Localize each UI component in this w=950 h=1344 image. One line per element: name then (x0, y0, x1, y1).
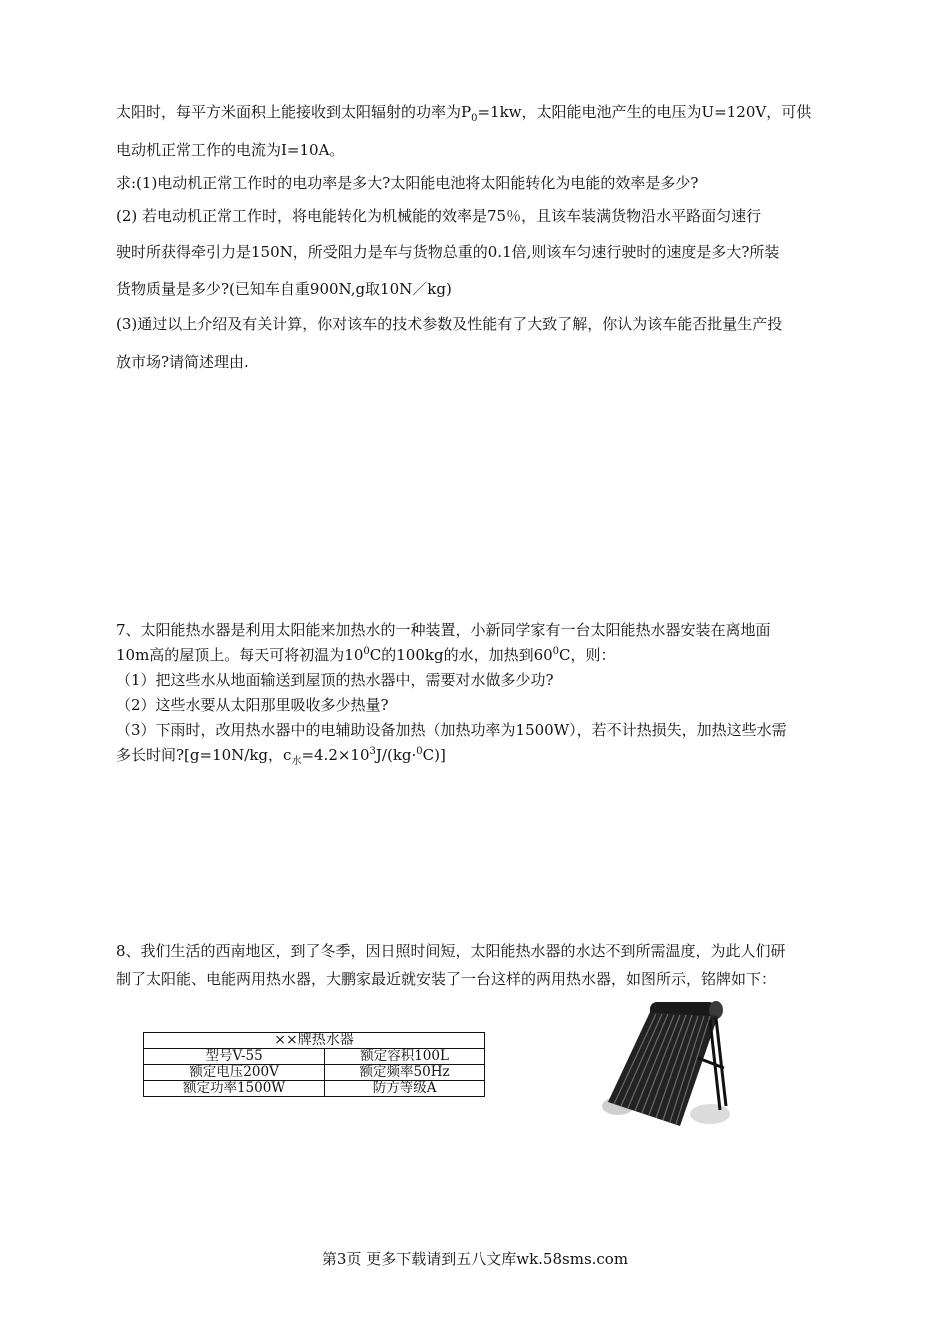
nameplate-frequency: 额定频率50Hz (325, 1065, 485, 1081)
table-row (144, 1049, 485, 1065)
p7-line-1: 7、太阳能热水器是利用太阳能来加热水的一种装置，小新同学家有一台太阳能热水器安装在离地面 (116, 621, 771, 639)
p7-line-4: （2）这些水要从太阳那里吸收多少热量? (116, 696, 389, 714)
nameplate-capacity: 额定容积100L (325, 1049, 485, 1065)
nameplate-voltage: 额定电压200V (144, 1065, 325, 1081)
page-footer: 第3页 更多下载请到五八文库wk.58sms.com (321, 1250, 629, 1268)
nameplate-power: 额定功率1500W (144, 1081, 325, 1097)
p6-line-8: 放市场?请简述理由. (116, 353, 249, 371)
p7-line-2: 10m高的屋顶上。每天可将初温为$10^0C$的100kg的水，加热到$60^0C$，则： (116, 646, 616, 664)
p6-line-6: 货物质量是多少?(已知车自重900N,g取10N／kg) (116, 280, 452, 298)
nameplate-title: ××牌热水器 (144, 1033, 485, 1049)
nameplate-table (143, 1032, 485, 1097)
p6-line-7: (3)通过以上介绍及有关计算，你对该车的技术参数及性能有了大致了解，你认为该车能否批量生产投 (116, 315, 783, 333)
p6-line-4: (2) 若电动机正常工作时，将电能转化为机械能的效率是75％，且该车装满货物沿水平路面匀速行 (116, 207, 762, 225)
p6-line-5: 驶时所获得牵引力是150N，所受阻力是车与货物总重的0.1倍,则该车匀速行驶时的速度是多大?所装 (116, 243, 780, 261)
table-row (144, 1081, 485, 1097)
p7-line-5: （3）下雨时，改用热水器中的电辅助设备加热（加热功率为1500W），若不计热损失，加热这些水需 (116, 721, 787, 739)
p7-line-3: （1）把这些水从地面输送到屋顶的热水器中，需要对水做多少功? (116, 671, 554, 689)
p6-line-1: 太阳时，每平方米面积上能接收到太阳辐射的功率为$P_0=1kw$，太阳能电池产生的电压为U=120V，可供 (116, 103, 812, 124)
p7-line-6: 多长时间?[g=10N/kg，$c_水=4.2\times 10^3J/(kg\cdot^0C)$] (116, 746, 446, 767)
p8-line-2: 制了太阳能、电能两用热水器，大鹏家最近就安装了一台这样的两用热水器，如图所示，铭牌如下： (116, 970, 777, 988)
nameplate-protection: 防方等级A (325, 1081, 485, 1097)
table-row (144, 1065, 485, 1081)
nameplate-model: 型号V-55 (144, 1049, 325, 1065)
p6-line-3: 求:(1)电动机正常工作时的电功率是多大?太阳能电池将太阳能转化为电能的效率是多少? (116, 174, 699, 192)
nameplate-title-row (144, 1033, 485, 1049)
p8-line-1: 8、我们生活的西南地区，到了冬季，因日照时间短，太阳能热水器的水达不到所需温度，为此人们研 (116, 942, 786, 960)
solar-water-heater-image (598, 998, 738, 1132)
p6-line-2: 电动机正常工作的电流为I=10A。 (116, 141, 345, 159)
